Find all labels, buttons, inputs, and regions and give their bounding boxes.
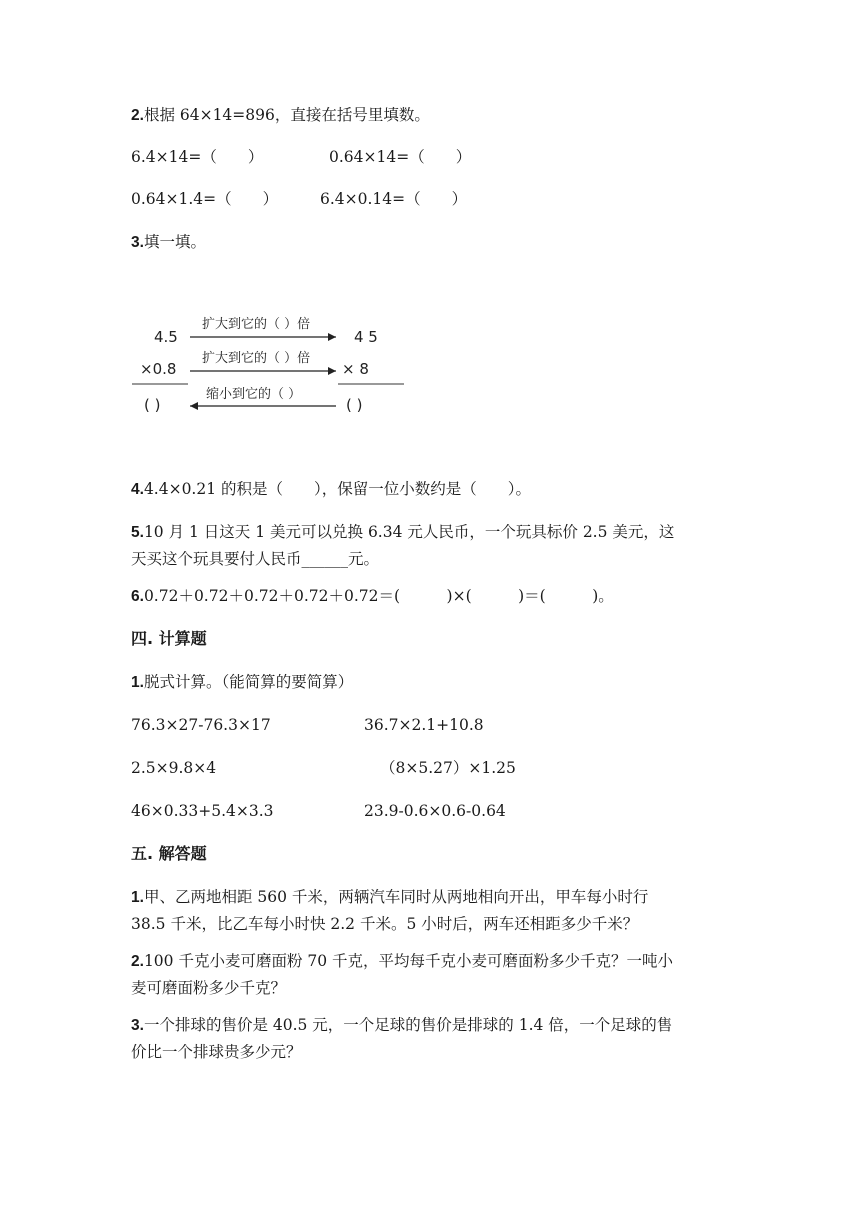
arrow3-label: 缩小到它的（ ） bbox=[206, 387, 302, 402]
section5-q2-line1 bbox=[131, 950, 673, 973]
arrow2-label: 扩大到它的（ ）倍 bbox=[202, 351, 311, 366]
q3-prompt bbox=[131, 231, 206, 254]
q5-line1 bbox=[131, 521, 674, 544]
section5-q3-number: 3. bbox=[131, 1017, 144, 1034]
arrow1-head-icon bbox=[328, 333, 336, 341]
q4-prompt bbox=[131, 478, 531, 501]
q2-row2-a: 0.64×1.4=（ ） bbox=[131, 190, 279, 208]
section5-q3-text-1: 一个排球的售价是 40.5 元，一个足球的售价是排球的 1.4 倍，一个足球的售 bbox=[143, 1016, 673, 1034]
q3-text: 填一填。 bbox=[143, 233, 206, 251]
q6-number: 6. bbox=[131, 588, 144, 605]
q5-number: 5. bbox=[131, 524, 144, 541]
q2-row2-b: 6.4×0.14=（ ） bbox=[320, 190, 468, 208]
arrow2-head-icon bbox=[328, 367, 336, 375]
diagram-left-bottom: ( ) bbox=[144, 396, 161, 414]
q2-row1-b: 0.64×14=（ ） bbox=[329, 148, 472, 166]
arrow3-head-icon bbox=[190, 402, 198, 410]
section5-q3-line2: 价比一个排球贵多少元？ bbox=[131, 1043, 302, 1061]
q4-number: 4. bbox=[131, 481, 144, 498]
diagram-left-mid: ×0.8 bbox=[140, 360, 177, 378]
q3-number: 3. bbox=[131, 234, 144, 251]
calc-row2-a: 2.5×9.8×4 bbox=[131, 759, 217, 777]
diagram-right-mid: × 8 bbox=[342, 360, 369, 378]
section5-q2-line2: 麦可磨面粉多少千克？ bbox=[131, 979, 287, 997]
calc-row1-b: 36.7×2.1+10.8 bbox=[364, 716, 484, 734]
calc-row3-a: 46×0.33+5.4×3.3 bbox=[131, 802, 274, 820]
section5-q2-number: 2. bbox=[131, 953, 144, 970]
calc-row1-a: 76.3×27-76.3×17 bbox=[131, 716, 271, 734]
section5-q2-text-1: 100 千克小麦可磨面粉 70 千克，平均每千克小麦可磨面粉多少千克？一吨小 bbox=[143, 952, 674, 970]
diagram-right-top: 4 5 bbox=[354, 328, 378, 346]
section4-q1-text: 脱式计算。（能简算的要简算） bbox=[143, 673, 354, 691]
q2-prompt bbox=[131, 104, 430, 127]
calc-row3-b: 23.9-0.6×0.6-0.64 bbox=[364, 802, 506, 820]
q5-text-1: 10 月 1 日这天 1 美元可以兑换 6.34 元人民币，一个玩具标价 2.5 美元，这 bbox=[143, 523, 675, 541]
q2-text: 根据 64×14=896，直接在括号里填数。 bbox=[143, 106, 430, 124]
section4-q1-number: 1. bbox=[131, 674, 144, 691]
section5-q3-line1 bbox=[131, 1014, 672, 1037]
section5-q1-text-1: 甲、乙两地相距 560 千米，两辆汽车同时从两地相向开出，甲车每小时行 bbox=[143, 888, 649, 906]
section5-q1-line2: 38.5 千米，比乙车每小时快 2.2 千米。5 小时后，两车还相距多少千米？ bbox=[131, 915, 639, 933]
q5-line2: 天买这个玩具要付人民币______元。 bbox=[131, 550, 380, 568]
q6-text: 0.72＋0.72＋0.72＋0.72＋0.72＝( )×( )＝( )。 bbox=[143, 587, 614, 605]
multiplication-diagram bbox=[128, 312, 418, 422]
section5-title: 五. 解答题 bbox=[131, 844, 207, 863]
section4-title: 四. 计算题 bbox=[131, 629, 207, 648]
section4-q1-prompt bbox=[131, 671, 353, 694]
q4-text: 4.4×0.21 的积是（ ），保留一位小数约是（ ）。 bbox=[143, 480, 532, 498]
section5-q1-number: 1. bbox=[131, 889, 144, 906]
diagram-right-bottom: ( ) bbox=[346, 396, 363, 414]
section5-q1-line1 bbox=[131, 886, 648, 909]
arrow1-label: 扩大到它的（ ）倍 bbox=[202, 317, 311, 332]
q6-prompt bbox=[131, 585, 614, 608]
diagram-left-top: 4.5 bbox=[154, 328, 178, 346]
q2-row1-a: 6.4×14=（ ） bbox=[131, 148, 264, 166]
calc-row2-b: （8×5.27）×1.25 bbox=[380, 759, 516, 777]
q2-number: 2. bbox=[131, 107, 144, 124]
